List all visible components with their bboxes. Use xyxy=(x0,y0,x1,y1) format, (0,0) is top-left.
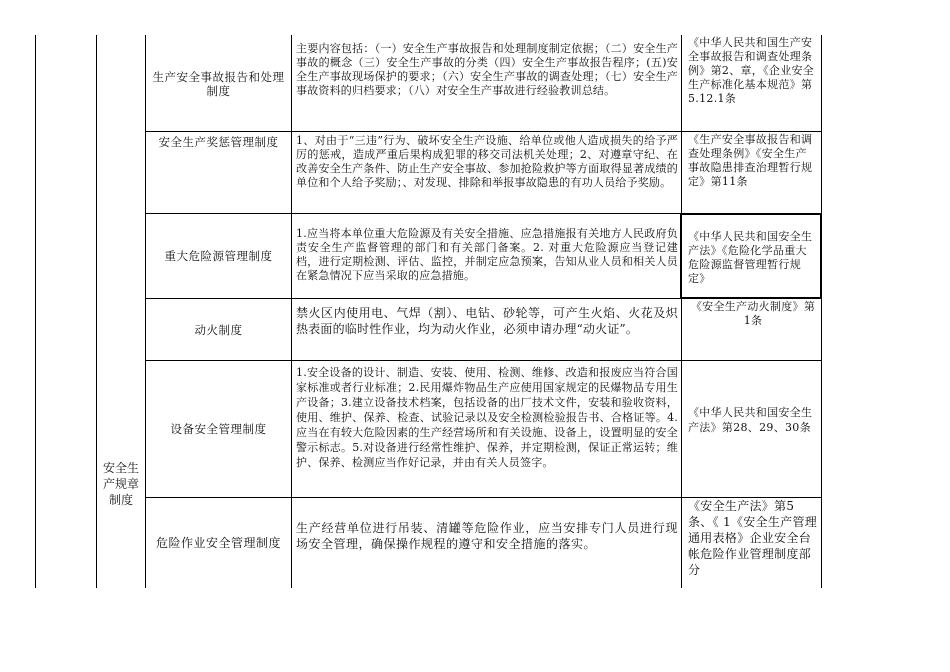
legal-basis: 《安全生产动火制度》第1条 xyxy=(690,300,816,327)
category-label: 安全生产规章制度 xyxy=(103,461,140,507)
legal-basis: 《中华人民共和国安全生产法》第28、29、30条 xyxy=(688,406,813,434)
system-name: 重大危险源管理制度 xyxy=(164,249,273,263)
system-content: 1.应当将本单位重大危险源及有关安全措施、应急措施报有关地方人民政府负责安全生产监督管理的部门和有关部门备案。2. 对重大危险源应当登记建档，进行定期检测、评估、监控，并制定应急预案，告知从业人员和相关人员在紧急情况下应当采取的应急措施。 xyxy=(296,227,678,282)
system-name: 设备安全管理制度 xyxy=(170,422,267,436)
legal-basis: 《安全生产法》第5条、《 1《安全生产管理通用表格》企业安全台帐危险作业管理制度部分 xyxy=(688,499,818,577)
system-content: 主要内容包括：（一）安全生产事故报告和处理制度制定依据；（二）安全生产事故的概念（三）安全生产事故的分类（四）安全生产事故报告程序；(五)安全生产事故现场保护的要求；（六）安全生产事故的调查处理；（七）安全生产事故资料的归档要求；（八）对安全生产事故进行经验教训总结。 xyxy=(296,42,678,97)
legal-basis: 《中华人民共和国安全生产法》《危险化学品重大危险源监督管理暂行规定》 xyxy=(688,230,813,285)
legal-basis: 《中华人民共和国生产安全事故报告和调查处理条例》第2、章，《企业安全生产标准化基本规范》第5.12.1条 xyxy=(688,36,815,105)
system-content: 1、对由于“三违”行为、破坏安全生产设施、给单位或他人造成损失的给予严厉的惩戒，造成严重后果构成犯罪的移交司法机关处理；2、对遵章守纪、在改善安全生产条件、防止生产安全事故、参加抢险救护等方面取得显著成绩的单位和个人给予奖励；、对发现、排除和举报事故隐患的有功人员给予奖励。 xyxy=(296,134,678,189)
left-margin-line xyxy=(35,35,36,588)
system-name: 危险作业安全管理制度 xyxy=(155,536,281,550)
system-name: 安全生产奖惩管理制度 xyxy=(158,135,279,149)
system-content: 1.安全设备的设计、制造、安装、使用、检测、维修、改造和报废应当符合国家标准或者行业标准；2.民用爆炸物品生产应使用国家规定的民爆物品专用生产设备；3.建立设备技术档案，包括设备的出厂技术文件，安装和验收资料，使用、维护、保养、检查、试验记录以及安全检测检验报告书、合格证等。4.应当在有较大危险因素的生产经营场所和有关设施、设备上，设置明显的安全警示标志。5.对设备进行经常性维护、保养，并定期检测，保证正常运转；维护、保养、检测应当作好记录，并由有关人员签字。 xyxy=(296,366,678,469)
legal-basis: 《生产安全事故报告和调查处理条例》《安全生产事故隐患排查治理暂行规定》第11条 xyxy=(688,133,813,188)
system-name: 动火制度 xyxy=(194,322,243,337)
system-content: 生产经营单位进行吊装、清罐等危险作业，应当安排专门人员进行现场安全管理，确保操作规程的遵守和安全措施的落实。 xyxy=(296,521,678,551)
system-content: 禁火区内使用电、气焊（割）、电钻、砂轮等，可产生火焰、火花及炽热表面的临时性作业，均为动火作业，必须申请办理“动火证”。 xyxy=(296,306,678,336)
system-name: 生产安全事故报告和处理制度 xyxy=(152,69,285,98)
basis-right-border xyxy=(821,35,822,588)
